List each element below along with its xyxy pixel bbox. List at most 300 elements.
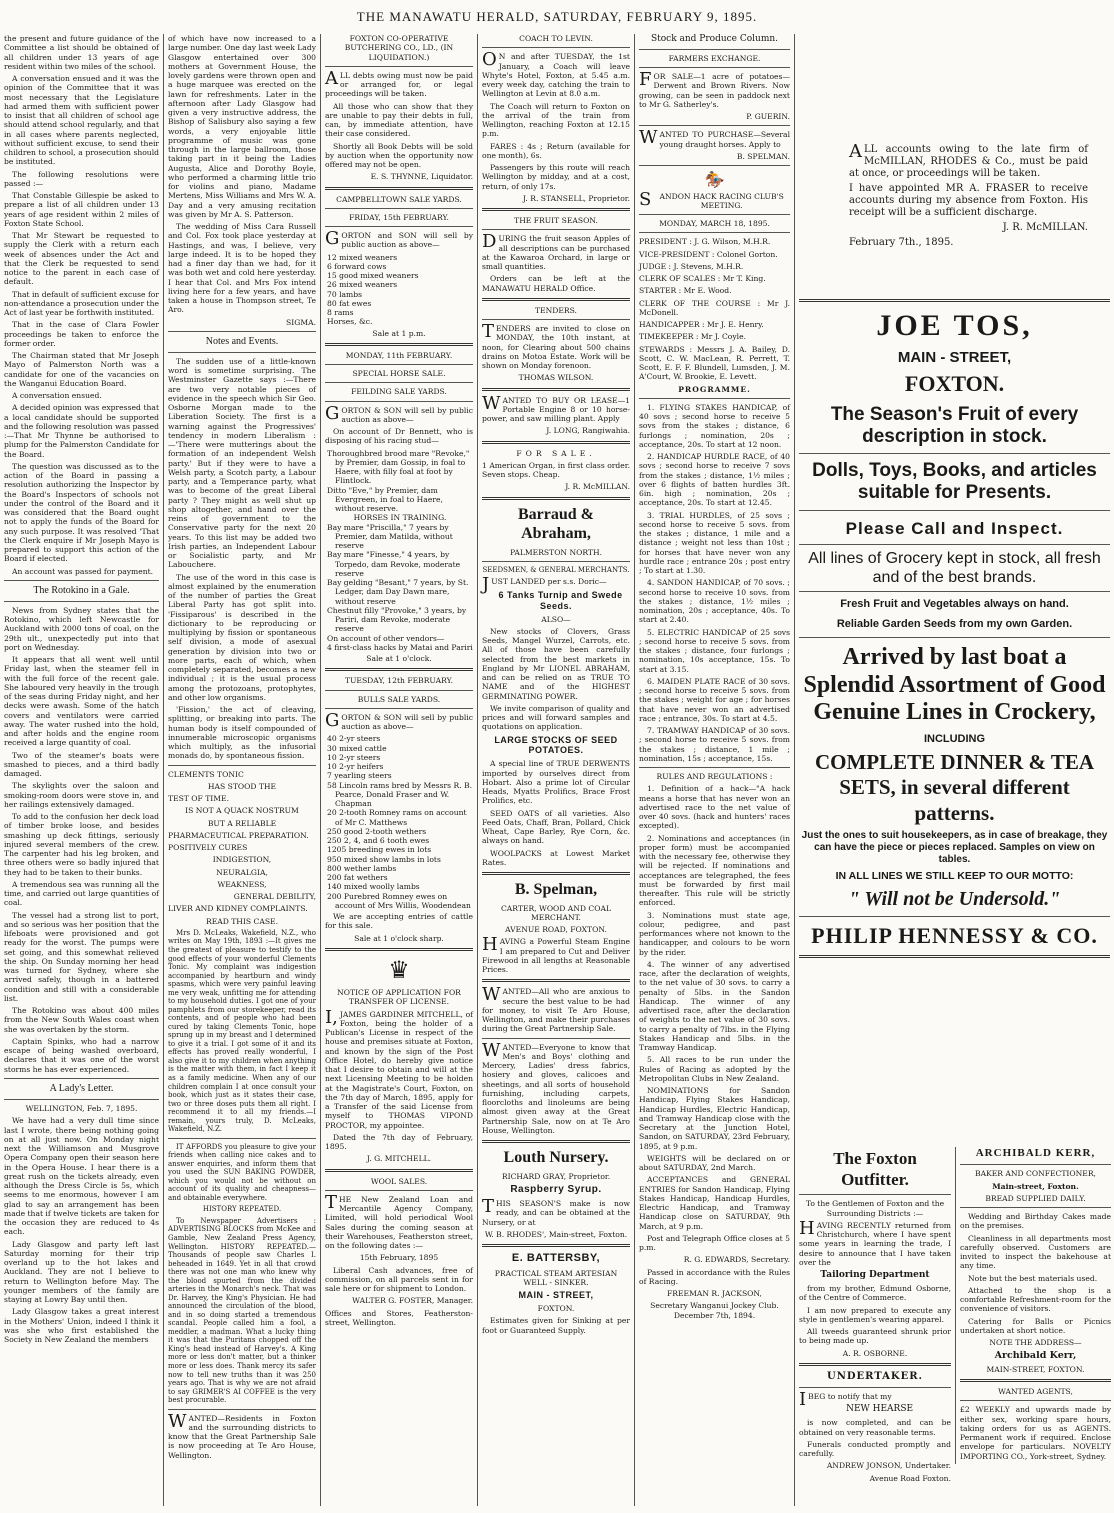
ad-line: IN ALL LINES WE STILL KEEP TO OUR MOTTO: <box>835 870 1074 883</box>
divider <box>325 364 473 365</box>
paragraph: THE New Zealand Loan and Mercantile Agency Company, Limited, will hold periodical Wool Sales during the coming season at their Warehouses, Featherston street, on the following dates :— <box>325 1191 473 1251</box>
paragraph: The following resolutions were passed :— <box>4 169 159 188</box>
paragraph: 1 American Organ, in first class order. Seven stops. Cheap. <box>482 460 630 479</box>
ad-headline: E. BATTERSBY, <box>511 1252 601 1265</box>
race-entry: 2. HANDICAP HURDLE RACE, of 40 sovs ; second horse to receive 7 sovs from the stakes ; distance, 1½ miles ; over 6 flights of batten hurdles 3ft. 6in. high ; nomination, 20s ; acceptance, 20s. To start at 12.45. <box>639 452 790 508</box>
paragraph: I am now prepared to execute any style in gentlemen's wearing apparel. <box>799 1305 951 1324</box>
paragraph: News from Sydney states that the Rotokino, which left Newcastle for Auckland with 2000 tons of coal, on the 29th ult., unexpectedly put into that port on Wednesday. <box>4 605 159 652</box>
ad-line: BUT A RELIABLE <box>207 818 277 828</box>
paragraph: A conversation ensued. <box>12 391 102 400</box>
signature: J. R. McMILLAN. <box>565 482 630 492</box>
royal-crest-icon: ♛ <box>388 955 410 984</box>
paragraph: An account was passed for payment. <box>12 566 154 576</box>
signature: Archibald Kerr, <box>994 1350 1077 1362</box>
paragraph: That in the case of Clara Fowler proceedings be taken to enforce the former order. <box>4 320 159 348</box>
divider <box>325 1169 473 1172</box>
divider <box>482 47 630 48</box>
rule-entry: 5. All races to be run under the Rules of Racing as adopted by the Metropolitan Clubs in New Zealand. <box>639 1055 790 1083</box>
ad-line: TEST OF TIME. <box>168 794 229 804</box>
signature: ANDREW JONSON, Undertaker. <box>826 1461 951 1471</box>
official: STARTER : Mr E. Wood. <box>639 286 732 296</box>
signature: J. R. STANSELL, Proprietor. <box>522 193 630 203</box>
paragraph: We invite comparison of quality and prices and will forward samples and quotations on application. <box>482 703 630 732</box>
divider <box>799 916 1110 917</box>
paragraph: The question was discussed as to the action of the Board in passing a resolution authorizing the Inspector by the Board's Inspectors of schools not under the control of the Board and it was considered that the Board ought not to apply the funds of the Board for any such purpose. It was resolved 'That the Clerk enquire if Mr Joseph Mayo is prepared to support this action of the Board if elected. <box>4 461 159 564</box>
official: STEWARDS : Messrs J. A. Bailey, D. Scott, C. W. MacLean, R. Perrett, T. Scott, E. F. F. Blundell, Lumsden, J. M. A'Court, W. Brookie, E. Levett. <box>639 344 790 382</box>
divider <box>482 979 630 982</box>
official: VICE-PRESIDENT : Colonel Gorton. <box>639 249 778 259</box>
ad-heading: COACH TO LEVIN. <box>519 34 593 43</box>
paragraph: GORTON & SON will sell by public auction as above— <box>325 402 473 424</box>
rule-entry: 2. Nominations and acceptances (in proper form) must be accompanied with the necessary fee, otherwise they will be rejected. If nominations and acceptances are telegraphed, the fees must be forwarded by first mail thereafter. This rule will be strictly enforced. <box>639 833 790 908</box>
ad-signature: PHILIP HENNESSY & CO. <box>811 922 1098 948</box>
stock-list <box>325 449 473 653</box>
ad-address: MAIN - STREET, <box>897 348 1012 366</box>
section-heading: Stock and Produce Column. <box>650 34 779 44</box>
ad-line: MAIN - STREET, <box>518 1290 594 1301</box>
divider <box>325 208 473 209</box>
race-entry: 7. TRAMWAY HANDICAP of 30 sovs. ; second horse to receive 5 sovs. from the stakes ; distance, 1 mile ; nomination, 15s ; acceptance, 15s. <box>639 726 790 763</box>
paragraph: Attached to the shop is a comfortable Refreshment-room for the convenience of visitors. <box>960 1285 1111 1314</box>
paragraph: The wedding of Miss Cara Russell and Col. Fox took place yesterday at Hastings, and was, I believe, very large indeed. It is to be hoped they had a finer day than we had, for it was both wet and cold here yesterday. I hear that Col. and Mrs Fox intend living here for a few years, and have taken a house in Thompson street, Te Aro. <box>168 222 316 315</box>
divider <box>482 319 630 320</box>
paragraph: The use of the word in this case is almost explained by the enumeration of the number of parties the Great Liberal Party has got split into. 'Fissiparous' is described in the dictionary to be reproducing or multiplying by fission or spontaneous self division, a mode of asexual generation by division into two or more parts, each of which, when completely separated, becomes a new individual ; it is the usual process among the protozoans, protophytes, and other low organisms. <box>168 572 316 702</box>
paragraph: HAVING a Powerful Steam Engine I am prepared to Cut and Deliver Firewood in all lengths at Reasonable Prices. <box>482 934 630 975</box>
column-4 <box>477 34 634 1506</box>
ad-heading: FOXTON CO-OPERATIVE BUTCHERING CO., LD., (IN LIQUIDATION.) <box>344 34 454 62</box>
paragraph: Captain Spinks, who had a narrow escape of being washed overboard, declares that it was one of the worst storms he has ever experienced. <box>4 1036 159 1074</box>
list-item: Bay mare "Finesse," 4 years, by Torpedo, dam Revoke, moderate reserve <box>327 550 461 578</box>
signature: A. R. OSBORNE. <box>842 1348 908 1358</box>
sale-date: MONDAY, 11th FEBRUARY. <box>345 350 453 360</box>
divider <box>639 49 790 50</box>
ad-line: Dolls, Toys, Books, and articles suitable for Presents. <box>812 460 1097 504</box>
ad-headline: Barraud & Abraham, <box>518 505 594 543</box>
masthead: THE MANAWATU HERALD, SATURDAY, FEBRUARY 9, 1895. <box>356 9 758 24</box>
rule-entry: 3. Nominations must state age, colour, pedigree, and past performances where not known to the handicapper, and colours to be worn by the rider. <box>639 910 790 957</box>
ad-heading: FEILDING SALE YARDS. <box>351 387 447 397</box>
date: February 7th., 1895. <box>849 237 954 248</box>
rules-heading: RULES AND REGULATIONS : <box>656 772 773 782</box>
paragraph: It appears that all went well until Friday last, when the steamer fell in with the full force of the recent gale. She laboured very heavily in the trough of the seas during Friday night, and her decks were awash. Some of the hatch covers and ventilators were carried away. The water rushed into the hold, and after holds and the engine room received a large quantity of coal. <box>4 655 159 748</box>
divider <box>482 229 630 230</box>
divider <box>639 125 790 126</box>
divider <box>168 331 316 332</box>
sale-date: 15th February, 1895 <box>359 1253 439 1263</box>
signature: J. G. MITCHELL. <box>366 1154 432 1164</box>
ad-highlight: Raspberry Syrup. <box>510 1183 602 1195</box>
ad-line: Just the ones to suit housekeepers, as in case of breakage, they can have the piece or pieces replaced. Samples on view on tables. <box>801 829 1108 866</box>
ad-line: Fresh Fruit and Vegetables always on hand. <box>840 598 1069 611</box>
list-item: 70 lambs <box>327 289 362 299</box>
classified-ad: £2 WEEKLY and upwards made by either sex, working spare hours, taking orders for us as AGENTS. Permanent work if required. Enclose envelope for particulars. NOVELTY IMPORTING CO., York-street, Sydney. <box>960 1405 1111 1461</box>
ad-line: GENERAL DEBILITY, <box>233 892 316 902</box>
programme-heading: PROGRAMME. <box>678 384 751 394</box>
race-entry: 5. ELECTRIC HANDICAP of 25 sovs ; second horse to receive 5 sovs. from the stakes ; distance, four furlongs ; nomination, 10s acceptance, 15s. To start at 3.15. <box>639 627 790 674</box>
ad-line: LIVER AND KIDNEY COMPLAINTS. <box>168 904 308 914</box>
joe-tos-advertisement <box>799 308 1110 949</box>
classified-ad: WANTED—Residents in Foxton and the surrounding districts to know that the Great Partnership Sale is now proceeding at Te Aro House, Wellington. <box>168 1410 316 1460</box>
ad-line: INDIGESTION, <box>212 855 272 865</box>
paragraph: ON and after TUESDAY, the 1st January, a Coach will leave Whyte's Hotel, Foxton, at 5.45 a.m. every week day, catching the train to Wellington at Levin at 8.0 a.m. <box>482 49 630 99</box>
ad-line: PHARMACEUTICAL PREPARATION. <box>168 830 309 840</box>
ad-highlight: NEW HEARSE <box>846 1404 914 1415</box>
ad-heading: THE FRUIT SEASON. <box>514 216 598 225</box>
divider <box>325 343 473 346</box>
divider <box>325 690 473 691</box>
list-item: 20 2-tooth Romney rams on account of Mr C. Matthews <box>327 808 467 827</box>
paragraph: Passed in accordance with the Rules of Racing. <box>639 1267 790 1286</box>
ad-line: Main-street, Foxton. <box>992 1181 1079 1191</box>
ad-heading: WOOL SALES. <box>370 1176 428 1186</box>
column-1 <box>0 34 163 1506</box>
sale-time: Sale at 1 o'clock. <box>366 654 432 663</box>
divider <box>168 352 316 353</box>
paragraph: SEED OATS of all varieties. Also Feed Oats, Chaff, Bran, Pollard, Chick Wheat, Cape Barley, Rye Corn, &c. always on hand. <box>482 808 630 846</box>
ad-line: WEAKNESS, <box>217 879 267 889</box>
paragraph: The skylights over the saloon and smoking-room doors were stove in, and her railings extensively damaged. <box>4 781 159 809</box>
divider <box>799 637 1110 638</box>
classified-ad: WANTED TO BUY OR LEASE—1 Portable Engine 8 or 10 horse-power, and saw milling plant. Apply <box>482 392 630 423</box>
race-entry: 4. SANDON HANDICAP, of 70 sovs. ; second horse to receive 10 sovs. from the stakes ; distance, 1½ miles ; nomination, 20s ; acceptance, 40s. To start at 2.40. <box>639 578 790 625</box>
paragraph: Mrs D. McLeaks, Wakefield, N.Z., who writes on May 19th, 1893 :—It gives me the greatest of pleasure to testify to the good effects of your wonderful Clements Tonic. My complaint was indigestion accompanied by heartburn and windy spasms, which were very painful leaving me very weak, unfitting me for attending to my household duties. I got one of your pamphlets from our storekeeper, read its contents, and of people who had been cured by taking Clements Tonic, hope sprung up in my breast and I determined to give it a trial. I got some of it and its effects has proved really wonderful, I also give it to my children when anything is the matter with them, in fact I keep it as a family medicine. When any of our children complain I at once consult your book, which just as it states their case, two or three doses puts them all right. I recommend it to all my friends.—I remain, yours truly, D. McLeaks, Wakefield, N.Z. <box>168 928 316 1134</box>
official: JUDGE : J. Stevens, M.H.R. <box>639 261 744 271</box>
list-item: 6 forward cows <box>327 261 387 271</box>
paragraph: Dated the 7th day of February, 1895. <box>325 1132 473 1152</box>
paragraph: We are accepting entries of cattle for this sale. <box>325 912 473 931</box>
official: CLERK OF SCALES : Mr T. King. <box>639 274 766 284</box>
list-item: HORSES IN TRAINING. <box>353 513 447 523</box>
divider <box>482 497 630 500</box>
divider <box>4 1099 159 1100</box>
divider <box>799 299 1110 302</box>
stock-list <box>325 253 473 327</box>
ad-motto: " Will not be Undersold." <box>848 888 1061 911</box>
paragraph: Funerals conducted promptly and carefully. <box>799 1439 951 1459</box>
paragraph: Estimates given for Sinking at per foot or Guaranteed Supply. <box>482 1316 630 1335</box>
ad-highlight: 6 Tanks Turnip and Swede Seeds. <box>498 589 623 611</box>
list-item: 15 good mixed weaners <box>327 271 419 280</box>
signature: E. S. THYNNE, Liquidator. <box>370 172 473 182</box>
stock-list <box>325 734 473 910</box>
signature: Secretary Wanganui Jockey Club. December 7th, 1894. <box>650 1301 779 1320</box>
signature: P. GUERIN. <box>746 112 790 122</box>
paragraph: Note but the best materials used. <box>968 1273 1098 1283</box>
ad-line: All lines of Grocery kept in stock, all fresh and of the best brands. <box>808 549 1101 587</box>
ad-line: Reliable Garden Seeds from my own Garden. <box>836 617 1073 630</box>
sale-time: Sale at 1 o'clock sharp. <box>354 933 444 943</box>
ad-line: HAS STOOD THE <box>207 781 277 791</box>
paragraph: Liberal Cash advances, free of commission, on all parcels sent in for sale here or for shipment to London. <box>325 1265 473 1294</box>
divider <box>482 1244 630 1247</box>
divider <box>799 453 1110 454</box>
paragraph: I,JAMES GARDINER MITCHELL, of Foxton, being the holder of a Publican's License in respect of the house and premises situate at Foxton, and known by the sign of the Post Office Hotel, do hereby give notice that I desire to obtain and will at the next Licensing Meeting to be holden at the Magistrate's Court, Foxton, on the 7th day of March, 1895, apply for a Transfer of the said License from myself to THOMAS VIPOND PROCTOR, my appointee. <box>325 1006 473 1130</box>
paragraph: Post and Telegraph Office closes at 5 p.m. <box>639 1233 790 1253</box>
divider <box>639 67 790 68</box>
list-item: 950 mixed show lambs in lots <box>327 854 441 864</box>
divider <box>482 298 630 301</box>
divider <box>4 1078 159 1079</box>
paragraph: That Constable Gillespie be asked to prepare a list of all children under 13 years of age resident within 2 miles of Foxton State School. <box>4 191 159 228</box>
rule-entry: 4. The winner of any advertised race, after the declaration of weights, to the net value of 30 sovs. to carry a penalty of 5lbs. in the Sandon Handicap. The winner of any advertised race, after the declaration of weights to the net value of 30 sovs. to carry a penalty of 7lbs. in the Flying Stakes Handicap and 5lbs. in the Tramway Handicap. <box>639 959 790 1053</box>
accounts-notice <box>799 34 1110 294</box>
divider <box>482 208 630 211</box>
paragraph: A decided opinion was expressed that a local candidate should be supported and the following resolution was passed :—That Mr Thynne be authorised to plump for the Palmerston Candidate for the Board. <box>4 403 159 459</box>
ad-heading: NOTICE OF APPLICATION FOR TRANSFER OF LICENSE. <box>337 988 461 1007</box>
section-subheading: FARMERS EXCHANGE. <box>668 53 761 63</box>
divider <box>168 1138 316 1139</box>
list-item: Chestnut filly "Provoke," 3 years, by Pariri, dam Revoke, moderate reserve <box>327 605 467 634</box>
ad-line: PALMERSTON NORTH. <box>509 547 603 557</box>
ad-heading: TENDERS. <box>535 305 577 315</box>
ad-title: UNDERTAKER. <box>826 1370 924 1382</box>
paragraph: A special line of TRUE DERWENTS imported by ourselves direct from Hobart. Also a prime lot of Circular Heads, Myatts Prolifics, Brace Frost Prolifics, etc. <box>482 759 630 806</box>
list-item: 7 yearling steers <box>327 771 392 781</box>
divider <box>4 580 159 581</box>
classified-ad: FOR SALE—1 acre of potatoes—Derwent and Brown Rivers. Now growing, can be seen in paddock next to Mr G. Satherley's. <box>639 69 790 109</box>
paragraph: the present and future guidance of the Committee a list should be obtained of all children under 13 years of age resident within two miles of the school. <box>4 34 159 71</box>
list-item: Thoroughbred brood mare "Revoke," by Premier, dam Gossip, in foal to Haere, with filly foal at foot by Flintlock. <box>327 448 470 486</box>
divider <box>960 1207 1111 1208</box>
article-heading: Notes and Events. <box>205 335 279 347</box>
list-item: 250 good 2-tooth wethers <box>327 826 427 836</box>
racehorse-icon: 🏇 <box>704 170 725 190</box>
paragraph: Shortly all Book Debts will be sold by auction when the opportunity now offered may not be open. <box>325 141 473 169</box>
column-3 <box>320 34 477 1506</box>
classified-ad: WANTED—All who are anxious to secure the best value to be had for money, to visit Te Aro House, Wellington, and make their purchases during the Great Partnership Sale. <box>482 984 630 1034</box>
divider <box>482 1140 630 1143</box>
paragraph: of which have now increased to a large number. One day last week Lady Glasgow entertained over 300 mothers at Government House, the lovely gardens were thrown open and a huge marquee was erected on the lawn for refreshments. Later in the afternoon after Lady Glasgow had given a very instructive address, the Bishop of Salisbury also saying a few words, a very enjoyable little programme of music was gone through in the large ballroom, those taking part in it being the Ladies Augusta, Alice and Dorothy Boyle, who performed a charming little trio for violins and piano, Madame Mertens, Miss Williams and Mrs W. A. Day and a very amusing recitation was given by Mr A. S. Patterson. <box>168 34 316 219</box>
signature: WALTER G. FOSTER, Manager. <box>352 1296 473 1306</box>
divider <box>799 510 1110 511</box>
column-5 <box>634 34 794 1506</box>
official: PRESIDENT : J. G. Wilson, M.H.R. <box>639 237 771 247</box>
list-item: 8 rams <box>327 308 354 317</box>
divider <box>325 708 473 709</box>
ad-heading: CLEMENTS TONIC <box>168 769 244 779</box>
paragraph: Lady Glasgow takes a great interest in the Mothers' Union, indeed I think it was she who first established the Society in New Zealand the members <box>4 1307 159 1345</box>
ad-line: PRACTICAL STEAM ARTESIAN WELL - SINKER. <box>494 1268 618 1287</box>
ad-title: The Foxton Outfitter. <box>833 1149 917 1189</box>
race-entry: 1. FLYING STAKES HANDICAP, of 40 sovs ; second horse to receive 5 sovs from the stakes ; distance, 6 furlongs ; nomination, 20s ; acceptance, 20s. To start at 12 noon. <box>639 402 790 449</box>
paragraph: JUST LANDED per s.s. Doric— <box>482 574 607 596</box>
column-6 <box>794 34 1114 1506</box>
ad-line: NEURALGIA, <box>216 867 268 877</box>
paragraph: Catering for Balls or Picnics undertaken at short notice. <box>960 1316 1111 1335</box>
paragraph: NOMINATIONS for Sandon Handicap, Flying Stakes Handicap, Handicap Hurdles, Electric Handicap, and Tramway Handicap close with the Secretary at the Junction Hotel, Sandon, on SATURDAY, 23rd February, 1895, at 9 p.m. <box>639 1086 790 1151</box>
ad-title: JOE TOS, <box>876 309 1033 342</box>
list-item: 200 fat wethers <box>327 873 388 882</box>
divider <box>168 765 316 766</box>
ad-heading: CAMPBELLTOWN SALE YARDS. <box>336 194 462 204</box>
paragraph: That in default of sufficient excuse for non-attendance a prosecution under the Act of last year be forthwith instituted. <box>4 289 159 317</box>
ad-line: POSITIVELY CURES <box>168 843 248 853</box>
list-item: 30 mixed cattle <box>327 743 387 753</box>
paragraph: Orders can be left at the MANAWATU HERALD Office. <box>482 274 630 293</box>
paragraph: All tweeds guaranteed shrunk prior to being made up. <box>799 1327 951 1346</box>
divider <box>325 66 473 67</box>
paragraph: To add to the confusion her deck load of timber broke loose, and besides smashing up deck fittings, seriously injured several members of the crew. The carpenter had his leg broken, and three others were so badly injured that they had to be taken to their bunks. <box>4 812 159 877</box>
official: CLERK OF THE COURSE : Mr J. McDonell. <box>639 298 790 317</box>
paragraph: The Rotokino was about 400 miles from the New South Wales coast when she was overtaken by the storm. <box>4 1006 159 1034</box>
divider <box>799 955 1110 958</box>
ad-line: BREAD SUPPLIED DAILY. <box>985 1193 1086 1203</box>
ad-highlight: LARGE STOCKS OF SEED POTATOES. <box>494 734 618 756</box>
list-item: 200 Purebred Romney ewes on account of Mrs Willis, Woodendean <box>327 891 471 910</box>
ad-highlight: Tailoring Department <box>820 1270 930 1281</box>
list-item: 800 wether lambs <box>327 863 397 873</box>
ad-line: Please Call and Inspect. <box>845 519 1064 539</box>
ad-line: INCLUDING <box>923 732 986 745</box>
paragraph: DURING the fruit season Apples of all descriptions can be purchased at the Kawaroa Orchard, in large or small quantities. <box>482 231 630 271</box>
sale-date: FRIDAY, 15th FEBRUARY. <box>349 212 449 222</box>
paragraph: ACCEPTANCES and GENERAL ENTRIES for Sandon Handicap, Flying Stakes Handicap, Handicap Hurdles, Electric Handicap, and Tramway Handicap close on SATURDAY, 9th March, at 9 p.m. <box>639 1175 790 1231</box>
ad-line: RICHARD GRAY, Proprietor. <box>501 1171 611 1181</box>
divider <box>960 1164 1111 1165</box>
paragraph: GORTON & SON will sell by public auction as above— <box>325 709 473 731</box>
left-ads <box>795 1147 955 1486</box>
paragraph: 'Fission,' the act of cleaving, splitting, or breaking into parts. The human body is itself compounded of innumerable microscopic organisms which multiply, as the infusorial monads do, by spontaneous fission. <box>168 705 316 761</box>
classified-ad: WANTED—Everyone to know that Men's and Boys' clothing and Mercery, Ladies' dress fabrics, hosiery and gloves, calicoes and sheetings, and all sorts of household furnishing, including carpets, floorcloths and linoleums are being almost given away at the Great Partnership Sale, now on at Te Aro House, Wellington. <box>482 1039 630 1135</box>
official: HANDICAPPER : Mr J. E. Henry. <box>639 320 764 330</box>
list-item: 250 2, 4, and 6 tooth ewes <box>327 836 430 845</box>
ad-heading: BULLS SALE YARDS. <box>357 694 441 704</box>
paragraph: Wedding and Birthday Cakes made on the premises. <box>960 1212 1111 1231</box>
divider <box>168 1409 316 1410</box>
divider <box>325 948 473 951</box>
divider <box>325 382 473 383</box>
paragraph: A conversation ensued and it was the opinion of the Committee that it was most necessary that the Legislature had armed them with sufficient power to insist that all children of school age should attend school regularly, and that in all cases where parents neglected, without sufficient excuse, to send their children to school, a prosecution should be instituted. <box>4 74 159 167</box>
list-item: Horses, &c. <box>327 317 373 327</box>
ad-line: IS NOT A QUACK NOSTRUM <box>185 806 299 816</box>
divider <box>960 1379 1111 1382</box>
divider <box>960 1400 1111 1401</box>
ad-headline: B. Spelman, <box>514 881 598 899</box>
sale-date: TUESDAY, 12th FEBRUARY. <box>344 676 454 686</box>
right-ads <box>955 1147 1114 1464</box>
paragraph: WEIGHTS will be declared on or about SATURDAY, 2nd March. <box>639 1153 790 1173</box>
ad-heading: SANDON HACK RACING CLUB'S MEETING. <box>639 188 784 210</box>
divider <box>4 601 159 602</box>
list-item: 40 2-yr steers <box>327 734 381 744</box>
ad-title: ARCHIBALD KERR, <box>975 1147 1096 1159</box>
divider <box>325 668 473 671</box>
list-item: Bay mare "Priscilla," 7 years by Premier, dam Matilda, without reserve <box>327 522 453 550</box>
column-2 <box>163 34 320 1506</box>
article-heading: A Lady's Letter. <box>49 1082 114 1094</box>
divider <box>799 1387 951 1388</box>
ad-line: FOXTON. <box>537 1304 575 1314</box>
paragraph: Cleanliness in all departments most carefully observed. Customers are invited to inspect the bakehouse at any time. <box>960 1233 1111 1271</box>
divider <box>482 441 630 444</box>
article-heading: The Rotokino in a Gale. <box>33 584 130 596</box>
divider <box>639 165 790 166</box>
paragraph: The Coach will return to Foxton on the arrival of the train from Wellington, reaching Foxton at 12.15 p.m. <box>482 101 630 139</box>
paragraph: I have appointed MR A. FRASER to receive accounts during my absence from Foxton. His receipt will be a sufficient discharge. <box>849 183 1088 218</box>
divider <box>639 214 790 215</box>
ad-heading: FOR SALE. <box>516 448 596 458</box>
list-item: 80 fat ewes <box>327 298 372 308</box>
divider <box>482 388 630 391</box>
paragraph: All those who can show that they are unable to pay their debts in full, can, by immediate attention, have their case considered. <box>325 101 473 139</box>
ad-town: FOXTON. <box>904 370 1005 396</box>
list-item: Ditto "Eve," by Premier, dam Evergreen, in foal to Haere, without reserve. <box>327 485 443 513</box>
ad-line: CARTER, WOOD AND COAL MERCHANT. <box>501 903 611 922</box>
list-item: 10 2-yr heifers <box>327 762 384 771</box>
signature: THOMAS WILSON. <box>518 373 594 383</box>
paragraph: from my brother, Edmund Osborne, of the Centre of Commerce. <box>799 1284 951 1303</box>
divider <box>325 1190 473 1191</box>
dateline: WELLINGTON, Feb. 7, 1895. <box>25 1104 138 1114</box>
list-item: 26 mixed weaners <box>327 280 398 290</box>
paragraph: That Mr Stewart be requested to supply the Clerk with a return each week of absences under the Act and that the Clerk be requested to send notice to the parent in each case of default. <box>4 231 159 287</box>
divider <box>482 1038 630 1039</box>
ad-line: SEEDSMEN, & GENERAL MERCHANTS. <box>482 565 630 574</box>
ad-line: COMPLETE DINNER & TEA SETS, in several different patterns. <box>814 750 1095 825</box>
divider <box>482 872 630 875</box>
ad-line: Arrived by last boat a Splendid Assortment of Good Genuine Lines in Crockery, <box>803 644 1106 726</box>
race-entry: 6. MAIDEN PLATE RACE of 30 sovs. ; second horse to receive 5 sovs. from the stakes ; weight for age ; for horses that have never won an advertised race ; entrance, 30s. To start at 4.5. <box>639 676 790 723</box>
signature: B. SPELMAN. <box>736 151 790 161</box>
ad-line: To the Gentlemen of Foxton and the Surrounding Districts :— <box>805 1199 945 1218</box>
paragraph: GORTON and SON will sell by public auction as above— <box>325 228 473 250</box>
paragraph: We have had a very dull time since last I wrote, there being nothing going on at all just now. On Monday night next the Williamson and Musgrove Opera Company open their season here in the Opera House. I hear there is a great rush on the tickets already, even although the Dress Circle is 5s, which seems to me enormous, however I am glad to say an arrangement has been made that if twelve tickets are taken for the occasion they are reduced to 4s each. <box>4 1116 160 1237</box>
race-entry: 3. TRIAL HURDLES, of 25 sovs ; second horse to receive 5 sovs. from the stakes ; distance, 1 mile and a distance ; weight not less than 10st ; for horses that have never won any hurdle race ; entrance 20s ; post entry ; To start at 1.30. <box>639 510 790 576</box>
list-item: 12 mixed weaners <box>327 252 398 262</box>
paragraph: The sudden use of a little-known word is sometime surprising. The Westminster Gazette says :—There are two very notable pieces of evidence in the speech which Sir Geo. Osborne Morgan made to the Liberation Society. The first is a warning against the Progressives' tendency in modern Liberalism :—'There were mutterings about the formation of an independent Welsh party.' But if they were to have a Welsh party, a Scotch party, a Labour party, and a Temperance party, what was to become of the great Liberal party ? They might as well shut up shop altogether, and hand over the reins of government to the Conservative party for the next 20 years. To this list may be added two Irish parties, an Independent Labour or Socialistic party, and Mr Labouchere. <box>168 356 316 570</box>
ad-line: BAKER AND CONFECTIONER, <box>975 1169 1096 1179</box>
ad-line: NOTE THE ADDRESS— <box>989 1338 1082 1348</box>
divider <box>325 187 473 190</box>
paragraph: ALL debts owing must now be paid or arranged for, or legal proceedings will be taken. <box>325 67 473 99</box>
paragraph: THIS SEASON'S make is now ready, and can be obtained at the Nursery, or at <box>482 1196 630 1227</box>
paragraph: WOOLPACKS at Lowest Market Rates. <box>482 848 630 867</box>
race-date: MONDAY, MARCH 18, 1895. <box>659 219 770 229</box>
paragraph: ALL accounts owing to the late firm of McMILLAN, RHODES & Co., must be paid at once, or proceedings will be taken. <box>849 141 1088 179</box>
ad-line: READ THIS CASE. <box>205 916 278 926</box>
divider <box>799 1194 951 1195</box>
paragraph: To Newspaper Advertisers : ADVERTISING BLOCKS from McKee and Gamble, New Zealand Press Agency, Wellington. HISTORY REPEATED.—Thousands of people saw Charles I. beheaded in 1649. Yet in all that crowd there was not one man who knew why the blood spurted from the divided arteries in the Monarch's neck. That was Dr. Harvey, the King's Physician. He had announced the circulation of the blood, and in so doing started a tremendous scandal. People called him a fool, a meddler, a madman. What a lucky thing it was that the Puritans chopped off the King's head instead of Harvey's. A King more or less don't matter, but a thinker more or less does. Thank mercy its safer now to tell new truths than it was 250 years ago. That is why we are not afraid to say GRIMER'S AI COFFEE is the very best procurable. <box>168 1216 316 1405</box>
classified-ad: WANTED TO PURCHASE—Several young draught horses. Apply to <box>639 127 790 149</box>
list-item: 140 mixed woolly lambs <box>327 882 420 892</box>
divider <box>325 226 473 227</box>
signature: W. B. RHODES', Main-street, Foxton. <box>484 1229 628 1239</box>
paragraph: is now completed, and can be obtained on very reasonable terms. <box>799 1418 951 1437</box>
ad-line: The Season's Fruit of every description in stock. <box>830 403 1079 447</box>
ad-line: AVENUE ROAD, FOXTON. <box>505 925 607 935</box>
list-item: Bay gelding "Besant," 7 years, by St. Ledger, dam Day Dawn mare, without reserve <box>327 578 469 606</box>
signature: R. G. EDWARDS, Secretary. <box>683 1255 790 1265</box>
rule-entry: 1. Definition of a hack—"A hack means a horse that has never won an advertised race to the net value of over 40 sovs. (hack and hunters' races excepted). <box>639 784 790 831</box>
official: TIMEKEEPER : Mr J. Coyle. <box>639 332 747 342</box>
ad-headline: Louth Nursery. <box>503 1149 609 1167</box>
paragraph: IT AFFORDS you pleasure to give your friends when calling nice cakes and to answer enquiries, and inform them that you used the SUN BAKING POWDER, which you would not be without on account of its quality and cheapness—and obtainable everywhere. <box>168 1142 316 1202</box>
ad-line: ALSO— <box>541 614 571 624</box>
signature: SIGMA. <box>286 317 316 327</box>
divider <box>639 232 790 233</box>
list-item: On account of other vendors— <box>327 633 445 643</box>
sale-time: Sale at 1 p.m. <box>372 328 426 338</box>
paragraph: On account of Dr Bennett, who is disposing of his racing stud— <box>325 427 473 446</box>
paragraph: Passengers by this route will reach Wellington by midday, and at a cost, return, of only 17s. <box>482 163 630 191</box>
ad-heading: HISTORY REPEATED. <box>202 1205 282 1214</box>
paragraph: The vessel had a strong list to port, and so serious was her position that the lifeboats were provisioned and got ready for the worst. The pumps were set going, and this somewhat relieved the ship. On Sunday morning her head was turned for Sydney, where she arrived safely, though in a battered condition and still with a considerable list. <box>4 910 159 1003</box>
divider <box>799 1363 951 1366</box>
paragraph: IBEG to notify that my <box>799 1389 892 1411</box>
paragraph: The Chairman stated that Mr Joseph Mayo of Palmerston North was a candidate for one of the vacancies on the Wanganui Education Board. <box>4 351 159 388</box>
paragraph: Offices and Stores, Featherston-street, Wellington. <box>325 1308 473 1327</box>
list-item: 1205 breeding ewes in lots <box>327 845 432 855</box>
